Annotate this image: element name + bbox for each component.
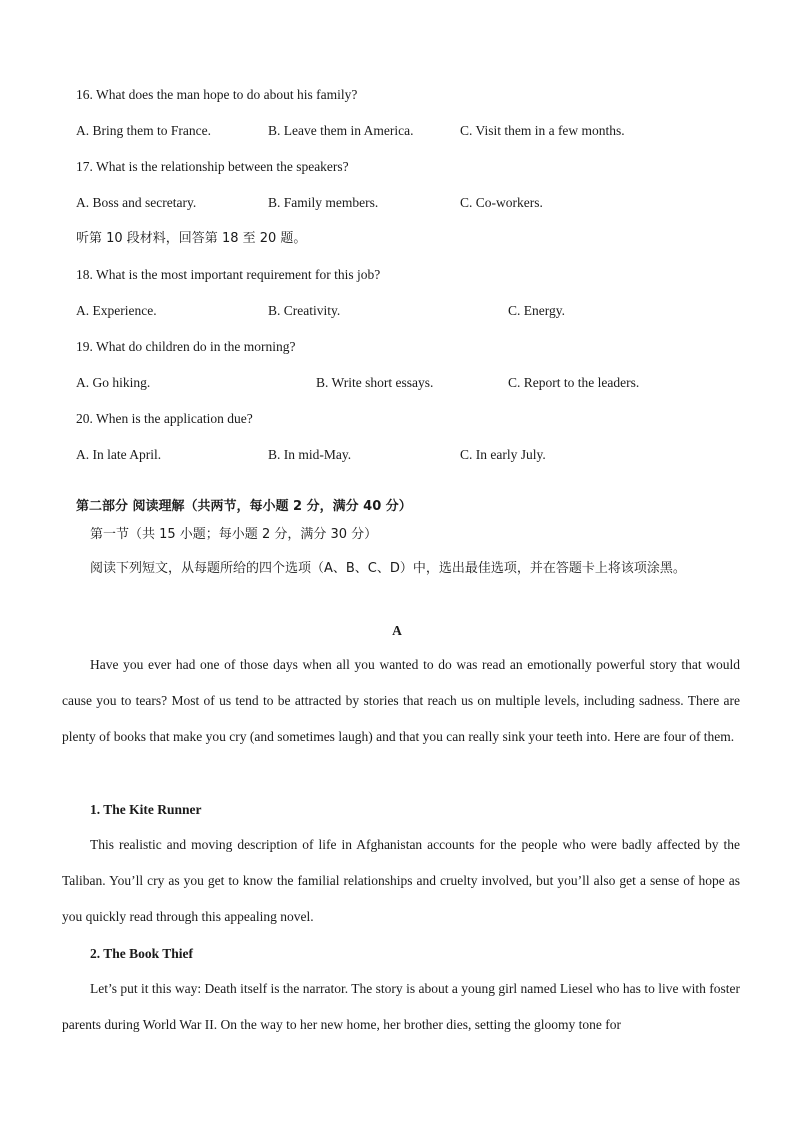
book2-text: Let’s put it this way: Death itself is the narrator. The story is about a young girl named Liesel who has to live with foster parents during World War II. On the way to her new home, her brother dies, setting the gloomy tone for xyxy=(62,981,740,1032)
question-17: 17. What is the relationship between the speakers? xyxy=(76,159,349,174)
part2-section1: 第一节（共 15 小题；每小题 2 分，满分 30 分） xyxy=(90,527,378,542)
listening-instruction-10: 听第 10 段材料，回答第 18 至 20 题。 xyxy=(76,231,307,246)
q20-option-c: C. In early July. xyxy=(460,447,546,462)
q17-option-c: C. Co-workers. xyxy=(460,195,543,210)
book1-title: 1. The Kite Runner xyxy=(90,802,202,817)
q19-option-a: A. Go hiking. xyxy=(76,375,151,390)
q17-option-b: B. Family members. xyxy=(268,195,379,210)
q18-option-b: B. Creativity. xyxy=(268,303,341,318)
part2-heading: 第二部分 阅读理解（共两节，每小题 2 分，满分 40 分） xyxy=(76,499,412,514)
passage-intro: Have you ever had one of those days when all you wanted to do was read an emotionally powerful story that would cause you to tears? Most of us tend to be attracted by stories that reach us on multiple levels, including sadness. There are plenty of books that make you cry (and sometimes laugh) and that you can really sink your teeth into. Here are four of them. xyxy=(62,657,740,744)
q20-option-a: A. In late April. xyxy=(76,447,162,462)
question-20: 20. When is the application due? xyxy=(76,411,253,426)
book2-title: 2. The Book Thief xyxy=(90,946,194,961)
q19-option-c: C. Report to the leaders. xyxy=(508,375,640,390)
passage-letter: A xyxy=(392,623,402,638)
q20-option-b: B. In mid-May. xyxy=(268,447,352,462)
q17-option-a: A. Boss and secretary. xyxy=(76,195,197,210)
q19-option-b: B. Write short essays. xyxy=(316,375,434,390)
question-16: 16. What does the man hope to do about his family? xyxy=(76,87,358,102)
q18-option-c: C. Energy. xyxy=(508,303,565,318)
question-19: 19. What do children do in the morning? xyxy=(76,339,296,354)
q16-option-a: A. Bring them to France. xyxy=(76,123,211,138)
q16-option-c: C. Visit them in a few months. xyxy=(460,123,625,138)
q18-option-a: A. Experience. xyxy=(76,303,157,318)
question-18: 18. What is the most important requirement for this job? xyxy=(76,267,381,282)
q16-option-b: B. Leave them in America. xyxy=(268,123,414,138)
book1-text: This realistic and moving description of life in Afghanistan accounts for the people who were badly affected by the Taliban. You’ll cry as you get to know the familial relationships and cruelty involved, but you’ll also get a sense of hope as you quickly read through this appealing novel. xyxy=(62,837,740,924)
part2-instruction: 阅读下列短文，从每题所给的四个选项（A、B、C、D）中，选出最佳选项，并在答题卡上将该项涂黑。 xyxy=(90,561,686,576)
